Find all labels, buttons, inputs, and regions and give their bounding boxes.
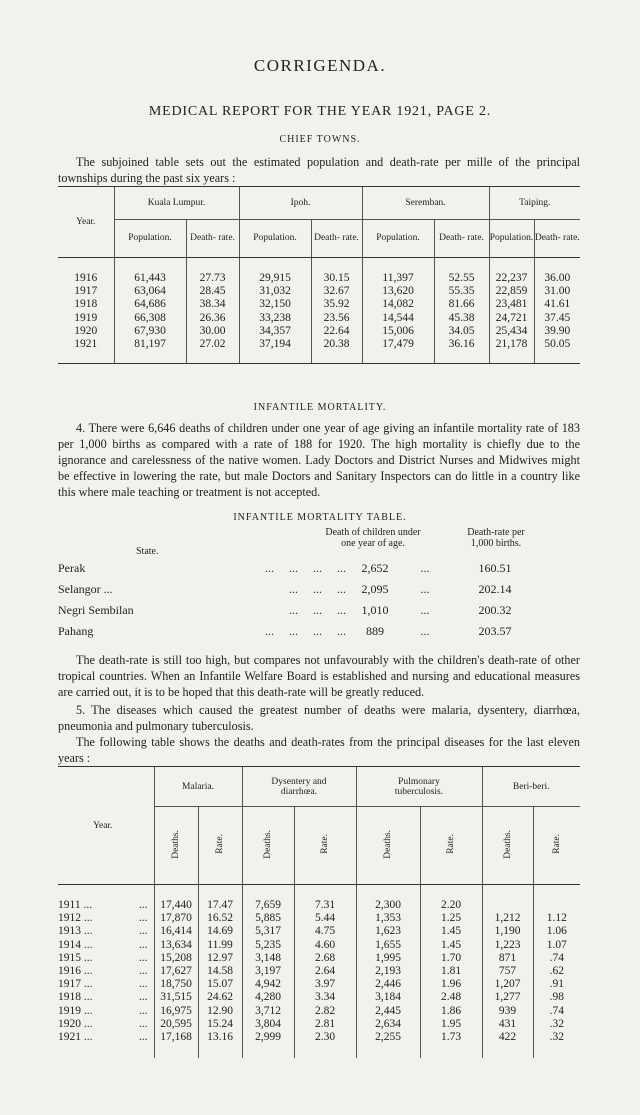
disease-year-header: Year. [58, 767, 154, 885]
leader-dots: ... [420, 603, 430, 617]
disease-deaths-cell: 1,212 [482, 912, 533, 925]
death-rate-cell: 38.34 [186, 298, 239, 311]
col-state: State. [136, 546, 159, 557]
disease-rate-cell [533, 885, 580, 913]
paragraph-5 [58, 702, 580, 734]
death-rate-cell: 20.38 [311, 338, 362, 364]
disease-deaths-cell: 939 [482, 1005, 533, 1018]
group-header-dysentery: Dysentery and diarrhœa. [242, 767, 356, 807]
col-population: Population. [239, 220, 311, 258]
disease-deaths-cell: 2,255 [356, 1031, 420, 1058]
disease-rate-cell: .32 [533, 1018, 580, 1031]
leader-dots: ... [138, 1004, 148, 1017]
population-cell: 24,721 [489, 312, 534, 325]
death-rate-cell: 34.05 [434, 325, 489, 338]
disease-deaths-cell: 16,414 [154, 925, 198, 938]
disease-year-cell [58, 1005, 154, 1018]
disease-deaths-cell: 2,999 [242, 1031, 294, 1058]
death-rate-cell: 37.45 [534, 312, 580, 325]
col-rate-label: Rate. [446, 834, 456, 854]
disease-year-cell [58, 1031, 154, 1058]
col-rate [533, 807, 580, 885]
disease-table-row [58, 991, 580, 1004]
child-deaths-value: 1,010 [361, 603, 389, 617]
disease-rate-cell: 14.69 [198, 925, 242, 938]
disease-rate-cell: 2.82 [294, 1005, 356, 1018]
state-name: Perak [58, 561, 86, 575]
disease-rate-cell: 14.58 [198, 965, 242, 978]
death-rate-cell: 81.66 [434, 298, 489, 311]
leader-dots: ... [138, 938, 148, 951]
disease-rate-cell: 1.95 [420, 1018, 482, 1031]
death-rate-cell: 30.00 [186, 325, 239, 338]
population-cell: 66,308 [114, 312, 186, 325]
death-rate-cell: 39.90 [534, 325, 580, 338]
disease-deaths-cell: 2,300 [356, 885, 420, 913]
disease-table-row [58, 1018, 580, 1031]
state-name: Negri Sembilan [58, 603, 134, 617]
disease-deaths-cell: 5,317 [242, 925, 294, 938]
disease-rate-cell: 16.52 [198, 912, 242, 925]
death-rate-cell: 55.35 [434, 285, 489, 298]
population-cell: 15,006 [362, 325, 434, 338]
disease-table-row [58, 1031, 580, 1058]
disease-rate-cell: 5.44 [294, 912, 356, 925]
death-rate-cell: 35.92 [311, 298, 362, 311]
paragraph-death-rate-text: The death-rate is still too high, but compares not unfavourably with the children's death-rate of other tropical countries. When an Infantile Welfare Board is established and nursing and educational measures are carried out, it is to be hoped that this death-rate will be greatly reduced. [58, 653, 580, 699]
disease-year-cell [58, 1018, 154, 1031]
disease-year-label: 1915 ... [58, 951, 93, 964]
population-cell: 61,443 [114, 258, 186, 286]
disease-rate-cell: 15.24 [198, 1018, 242, 1031]
disease-rate-cell: 4.60 [294, 939, 356, 952]
disease-rate-cell: 1.96 [420, 978, 482, 991]
disease-deaths-cell: 1,623 [356, 925, 420, 938]
death-rate-cell: 45.38 [434, 312, 489, 325]
paragraph-5-text: 5. The diseases which caused the greatest number of deaths were malaria, dysentery, diarrhœa, pneumonia and pulmonary tuberculosis. [58, 703, 580, 733]
col-death-rate: Death- rate. [434, 220, 489, 258]
disease-rate-cell: 1.06 [533, 925, 580, 938]
death-rate-cell: 30.15 [311, 258, 362, 286]
population-cell: 17,479 [362, 338, 434, 364]
population-cell: 37,194 [239, 338, 311, 364]
disease-rate-cell: 1.70 [420, 952, 482, 965]
disease-rate-cell: 7.31 [294, 885, 356, 913]
disease-rate-cell: 1.86 [420, 1005, 482, 1018]
disease-year-cell [58, 991, 154, 1004]
col-rate [198, 807, 242, 885]
chief-towns-table [58, 186, 580, 364]
disease-deaths-cell: 20,595 [154, 1018, 198, 1031]
town-table-row [58, 258, 580, 286]
town-table-row [58, 285, 580, 298]
disease-year-label: 1918 ... [58, 991, 93, 1004]
disease-rate-cell: 15.07 [198, 978, 242, 991]
death-rate-cell: 36.00 [534, 258, 580, 286]
disease-year-label: 1914 ... [58, 938, 93, 951]
disease-rate-cell: 2.48 [420, 991, 482, 1004]
disease-year-cell [58, 939, 154, 952]
col-death-rate: Death- rate. [186, 220, 239, 258]
disease-table-row [58, 978, 580, 991]
disease-year-cell [58, 885, 154, 913]
disease-rate-cell: 4.75 [294, 925, 356, 938]
disease-deaths-cell: 17,168 [154, 1031, 198, 1058]
disease-year-label: 1911 ... [58, 899, 93, 911]
col-deaths-label: Deaths. [502, 829, 513, 859]
disease-deaths-cell: 17,870 [154, 912, 198, 925]
leader-dots: ... [138, 951, 148, 964]
disease-deaths-cell: 4,942 [242, 978, 294, 991]
disease-deaths-cell: 31,515 [154, 991, 198, 1004]
disease-deaths-cell: 18,750 [154, 978, 198, 991]
state-name: Pahang [58, 624, 94, 638]
population-cell: 23,481 [489, 298, 534, 311]
col-rate [294, 807, 356, 885]
leader-dots: ... [138, 965, 148, 978]
year-cell: 1919 [74, 311, 98, 324]
disease-deaths-cell: 4,280 [242, 991, 294, 1004]
disease-year-label: 1917 ... [58, 978, 93, 991]
disease-deaths-cell: 16,975 [154, 1005, 198, 1018]
leader-dots: ... [138, 912, 148, 925]
population-cell: 63,064 [114, 285, 186, 298]
paragraph-death-rate [58, 652, 580, 700]
disease-table-row [58, 939, 580, 952]
infantile-mortality-heading: INFANTILE MORTALITY. [253, 402, 387, 413]
leader-dots: ... [138, 1017, 148, 1030]
diseases-intro [58, 734, 580, 766]
disease-deaths-cell: 13,634 [154, 939, 198, 952]
group-header-tuberculosis: Pulmonary tuberculosis. [356, 767, 482, 807]
death-rate-cell: 27.02 [186, 338, 239, 364]
leader-dots: ... [420, 561, 430, 575]
col-death-rate: Death- rate. [534, 220, 580, 258]
disease-deaths-cell: 2,634 [356, 1018, 420, 1031]
disease-deaths-cell: 3,184 [356, 991, 420, 1004]
death-rate-cell: 26.36 [186, 312, 239, 325]
disease-deaths-cell: 1,190 [482, 925, 533, 938]
disease-rate-cell: 12.97 [198, 952, 242, 965]
population-cell: 34,357 [239, 325, 311, 338]
year-cell: 1920 [74, 324, 98, 337]
col-rate-label: Rate. [551, 834, 562, 854]
col-rate-label: Rate. [215, 834, 225, 854]
disease-deaths-cell [482, 885, 533, 913]
chief-towns-intro-text: The subjoined table sets out the estimated population and death-rate per mille of the principal townships during the past six years : [58, 155, 580, 185]
disease-rate-cell: 1.45 [420, 939, 482, 952]
paragraph-4 [58, 420, 580, 500]
col-population: Population. [489, 220, 534, 258]
disease-deaths-cell: 1,277 [482, 991, 533, 1004]
disease-table-row [58, 885, 580, 913]
paragraph-4-text: 4. There were 6,646 deaths of children under one year of age giving an infantile mortality rate of 183 per 1,000 births as compared with a rate of 188 for 1920. The high mortality is chiefly due to the ignorance and carelessness of the native women. Lady Doctors and District Nurses and Midwives might be effective in lowering the rate, but male Doctors and Sanitary Inspectors can do little in a country like this where male teaching or treatment is not accepted. [58, 421, 580, 499]
town-table-row [58, 338, 580, 364]
disease-deaths-cell: 431 [482, 1018, 533, 1031]
page-title: CORRIGENDA. [253, 56, 387, 75]
population-cell: 22,237 [489, 258, 534, 286]
disease-year-cell [58, 925, 154, 938]
population-cell: 21,178 [489, 338, 534, 364]
disease-deaths-cell: 15,208 [154, 952, 198, 965]
death-rate-cell: 36.16 [434, 338, 489, 364]
col-deaths-label: Deaths. [263, 829, 273, 859]
col-deaths [242, 807, 294, 885]
disease-rate-cell: .32 [533, 1031, 580, 1058]
death-rate-cell: 23.56 [311, 312, 362, 325]
disease-deaths-cell: 1,207 [482, 978, 533, 991]
population-cell: 14,082 [362, 298, 434, 311]
disease-year-label: 1919 ... [58, 1004, 93, 1017]
disease-rate-cell: 2.30 [294, 1031, 356, 1058]
population-cell: 25,434 [489, 325, 534, 338]
disease-rate-cell: 3.34 [294, 991, 356, 1004]
disease-deaths-cell: 2,445 [356, 1005, 420, 1018]
infant-rate-value: 202.14 [478, 582, 512, 596]
disease-rate-cell: .62 [533, 965, 580, 978]
disease-deaths-cell: 17,627 [154, 965, 198, 978]
disease-deaths-cell: 871 [482, 952, 533, 965]
population-cell: 13,620 [362, 285, 434, 298]
death-rate-cell: 52.55 [434, 258, 489, 286]
disease-rate-cell: 13.16 [198, 1031, 242, 1058]
leader-dots: ... [138, 899, 148, 911]
population-cell: 33,238 [239, 312, 311, 325]
leader-dots: ... ... ... ... [265, 624, 346, 638]
state-name: Selangor ... [58, 582, 113, 596]
leader-dots: ... [420, 582, 430, 596]
disease-deaths-cell: 1,223 [482, 939, 533, 952]
population-cell: 81,197 [114, 338, 186, 364]
disease-rate-cell: 11.99 [198, 939, 242, 952]
col-death-rate: Death- rate. [311, 220, 362, 258]
disease-rate-cell: 2.68 [294, 952, 356, 965]
diseases-table [58, 766, 580, 1058]
disease-deaths-cell: 2,446 [356, 978, 420, 991]
disease-rate-cell: .74 [533, 952, 580, 965]
chief-towns-intro [58, 154, 580, 186]
col-infant-rate: Death-rate per 1,000 births. [467, 527, 525, 549]
death-rate-cell: 31.00 [534, 285, 580, 298]
disease-rate-cell: .91 [533, 978, 580, 991]
disease-rate-cell: 2.64 [294, 965, 356, 978]
disease-year-cell [58, 978, 154, 991]
disease-table-row [58, 925, 580, 938]
disease-deaths-cell: 3,148 [242, 952, 294, 965]
disease-rate-cell: .98 [533, 991, 580, 1004]
disease-year-cell [58, 912, 154, 925]
death-rate-cell: 28.45 [186, 285, 239, 298]
disease-deaths-cell: 1,995 [356, 952, 420, 965]
disease-rate-cell: 1.45 [420, 925, 482, 938]
group-header-beri-beri: Beri-beri. [482, 767, 580, 807]
infant-rate-value: 203.57 [478, 624, 512, 638]
population-cell: 14,544 [362, 312, 434, 325]
death-rate-cell: 27.73 [186, 258, 239, 286]
infant-rate-value: 160.51 [478, 561, 512, 575]
disease-deaths-cell: 7,659 [242, 885, 294, 913]
disease-table-row [58, 912, 580, 925]
disease-year-label: 1912 ... [58, 912, 93, 925]
disease-rate-cell: 1.25 [420, 912, 482, 925]
disease-rate-cell: 1.73 [420, 1031, 482, 1058]
disease-rate-cell: 3.97 [294, 978, 356, 991]
col-deaths [482, 807, 533, 885]
leader-dots: ... [138, 1031, 148, 1044]
population-cell: 11,397 [362, 258, 434, 286]
town-header-ipoh: Ipoh. [239, 187, 362, 220]
disease-table-row [58, 965, 580, 978]
leader-dots: ... [138, 925, 148, 938]
population-cell: 64,686 [114, 298, 186, 311]
leader-dots: ... ... ... ... [265, 561, 346, 575]
disease-rate-cell: 1.07 [533, 939, 580, 952]
col-rate-label: Rate. [320, 834, 330, 854]
report-subtitle: MEDICAL REPORT FOR THE YEAR 1921, PAGE 2. [148, 104, 492, 119]
population-cell: 32,150 [239, 298, 311, 311]
disease-rate-cell: 2.20 [420, 885, 482, 913]
disease-deaths-cell: 1,353 [356, 912, 420, 925]
col-deaths-label: Deaths. [383, 829, 393, 859]
disease-rate-cell: 2.81 [294, 1018, 356, 1031]
disease-year-cell [58, 952, 154, 965]
col-deaths-label: Deaths. [171, 829, 181, 859]
population-cell: 67,930 [114, 325, 186, 338]
disease-deaths-cell: 3,712 [242, 1005, 294, 1018]
disease-deaths-cell: 1,655 [356, 939, 420, 952]
town-header-kuala-lumpur: Kuala Lumpur. [114, 187, 239, 220]
disease-rate-cell: 24.62 [198, 991, 242, 1004]
death-rate-cell: 41.61 [534, 298, 580, 311]
death-rate-cell: 22.64 [311, 325, 362, 338]
disease-year-label: 1920 ... [58, 1017, 93, 1030]
group-header-malaria: Malaria. [154, 767, 242, 807]
diseases-intro-text: The following table shows the deaths and death-rates from the principal diseases for the last eleven years : [58, 735, 580, 765]
infantile-table-heading: INFANTILE MORTALITY TABLE. [233, 512, 407, 523]
leader-dots: ... ... ... [289, 582, 346, 596]
infant-rate-value: 200.32 [478, 603, 512, 617]
disease-table-row [58, 952, 580, 965]
leader-dots: ... ... ... [289, 603, 346, 617]
leader-dots: ... [138, 978, 148, 991]
disease-deaths-cell: 5,885 [242, 912, 294, 925]
col-population: Population. [114, 220, 186, 258]
disease-deaths-cell: 3,197 [242, 965, 294, 978]
chief-towns-heading: CHIEF TOWNS. [279, 134, 361, 145]
disease-deaths-cell: 757 [482, 965, 533, 978]
disease-table-row [58, 1005, 580, 1018]
disease-deaths-cell: 2,193 [356, 965, 420, 978]
disease-year-cell [58, 965, 154, 978]
population-cell: 31,032 [239, 285, 311, 298]
disease-rate-cell: 17.47 [198, 885, 242, 913]
year-cell: 1921 [58, 338, 114, 364]
child-deaths-value: 2,095 [361, 582, 389, 596]
leader-dots: ... [138, 991, 148, 1004]
town-table-row [58, 312, 580, 325]
disease-rate-cell: 1.81 [420, 965, 482, 978]
disease-rate-cell: 1.12 [533, 912, 580, 925]
disease-deaths-cell: 5,235 [242, 939, 294, 952]
col-deaths [154, 807, 198, 885]
disease-year-label: 1921 ... [58, 1031, 93, 1044]
disease-deaths-cell: 17,440 [154, 885, 198, 913]
year-cell: 1916 [74, 272, 98, 284]
disease-rate-cell: 12.90 [198, 1005, 242, 1018]
child-deaths-value: 2,652 [361, 561, 389, 575]
col-child-deaths: Death of children under one year of age. [325, 527, 421, 549]
col-deaths [356, 807, 420, 885]
death-rate-cell: 32.67 [311, 285, 362, 298]
disease-year-label: 1913 ... [58, 925, 93, 938]
disease-year-label: 1916 ... [58, 965, 93, 978]
town-header-taiping: Taiping. [489, 187, 580, 220]
col-rate [420, 807, 482, 885]
col-population: Population. [362, 220, 434, 258]
death-rate-cell: 50.05 [534, 338, 580, 364]
population-cell: 22,859 [489, 285, 534, 298]
leader-dots: ... [420, 624, 430, 638]
child-deaths-value: 889 [366, 624, 384, 638]
disease-rate-cell: .74 [533, 1005, 580, 1018]
disease-deaths-cell: 422 [482, 1031, 533, 1058]
town-table-row [58, 298, 580, 311]
year-cell: 1918 [74, 298, 98, 311]
population-cell: 29,915 [239, 258, 311, 286]
year-cell: 1917 [74, 285, 98, 298]
year-header: Year. [58, 187, 114, 258]
town-table-row [58, 325, 580, 338]
town-header-seremban: Seremban. [362, 187, 489, 220]
disease-deaths-cell: 3,804 [242, 1018, 294, 1031]
